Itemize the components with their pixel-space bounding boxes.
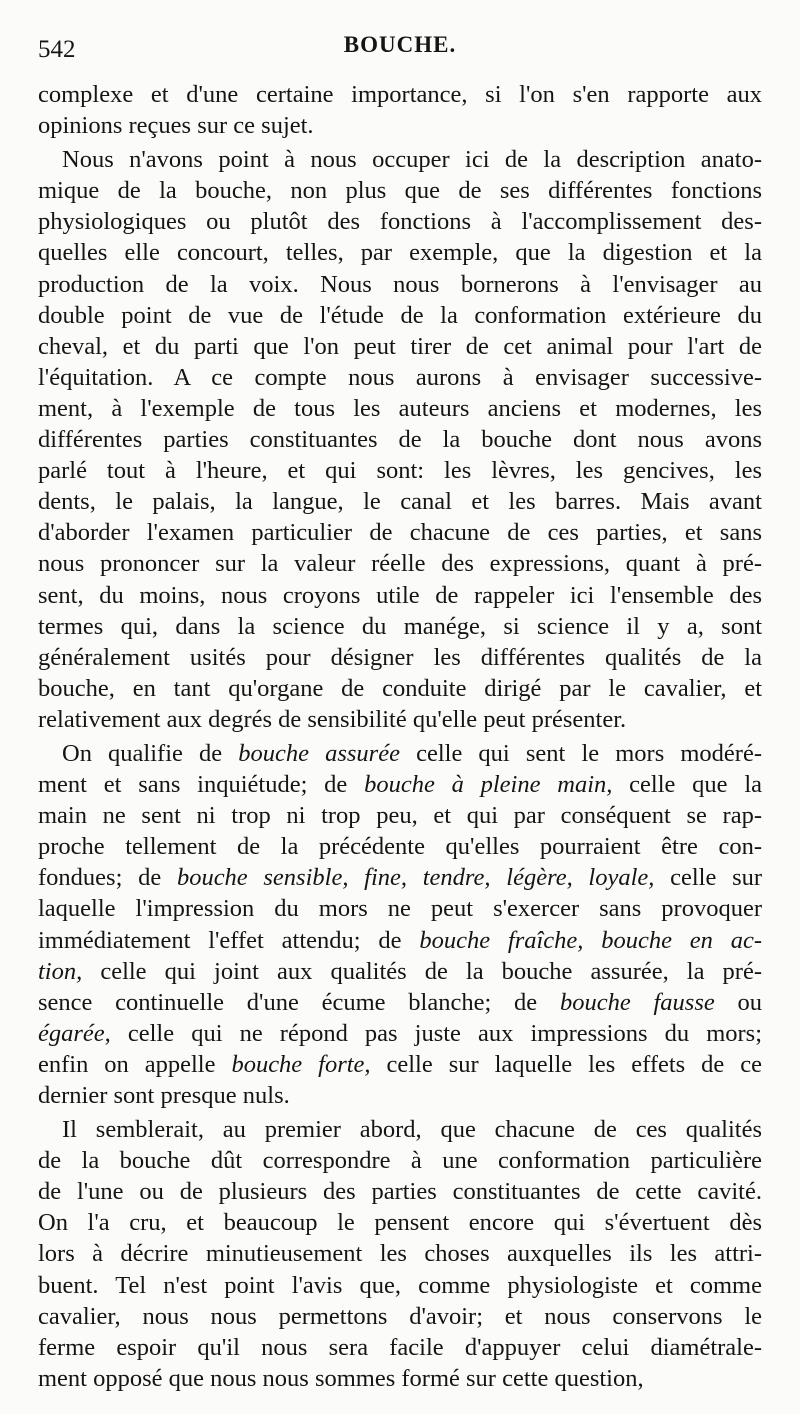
text-run: production de la voix. Nous nous bornerons à l'envisager au xyxy=(38,270,762,298)
italic-text: tion, xyxy=(38,957,83,985)
text-line xyxy=(38,331,762,362)
italic-text: égarée, xyxy=(38,1019,111,1047)
text-run: relativement aux degrés de sensibilité qu'elle peut présenter. xyxy=(38,705,627,733)
text-line xyxy=(38,862,762,893)
text-line xyxy=(38,206,762,237)
text-line xyxy=(38,1332,762,1363)
text-run: opinions reçues sur ce sujet. xyxy=(38,112,314,140)
text-line xyxy=(38,110,762,141)
text-run: d'aborder l'examen particulier de chacune de ces parties, et sans xyxy=(38,519,762,547)
text-run: parlé tout à l'heure, et qui sont: les lèvres, les gencives, les xyxy=(38,457,762,485)
text-run: enfin on appelle xyxy=(38,1050,232,1078)
text-run: dents, le palais, la langue, le canal et les barres. Mais avant xyxy=(38,488,762,516)
italic-text: bouche forte, xyxy=(231,1050,371,1078)
text-run: lors à décrire minutieusement les choses auxquelles ils les attri- xyxy=(38,1240,762,1268)
text-run: On l'a cru, et beaucoup le pensent encore qui s'évertuent dès xyxy=(38,1209,762,1237)
text-line xyxy=(38,1238,762,1269)
paragraph xyxy=(38,79,762,141)
text-line xyxy=(38,79,762,110)
text-line xyxy=(38,486,762,517)
text-run: celle qui sent le mors modéré- xyxy=(399,739,762,767)
italic-text: bouche fausse xyxy=(559,988,715,1016)
text-line xyxy=(38,831,762,862)
paragraph xyxy=(38,144,762,735)
text-run: celle sur xyxy=(654,864,763,892)
text-line xyxy=(38,237,762,268)
text-line xyxy=(38,1207,762,1238)
text-line xyxy=(38,800,762,831)
text-run: On qualifie de xyxy=(62,739,239,767)
paragraph xyxy=(38,738,762,1111)
text-line xyxy=(38,517,762,548)
text-run: de la bouche dût correspondre à une conformation particulière xyxy=(38,1147,762,1175)
text-line xyxy=(38,1363,762,1394)
text-run: mique de la bouche, non plus que de ses différentes fonctions xyxy=(38,177,762,205)
text-run: celle qui ne répond pas juste aux impressions du mors; xyxy=(110,1019,762,1047)
text-line xyxy=(38,956,762,987)
text-run: complexe et d'une certaine importance, si l'on s'en rapporte aux xyxy=(38,81,762,108)
text-line xyxy=(38,1270,762,1301)
text-line xyxy=(38,1018,762,1049)
text-run: ment, à l'exemple de tous les auteurs anciens et modernes, les xyxy=(38,394,762,422)
text-run: généralement usités pour désigner les différentes qualités de la xyxy=(38,643,762,671)
text-line xyxy=(38,1176,762,1207)
text-run: ou xyxy=(714,988,763,1016)
page-number: 542 xyxy=(38,36,76,63)
text-line xyxy=(38,1049,762,1080)
text-line xyxy=(38,393,762,424)
text-run: cavalier, nous nous permettons d'avoir; et nous conservons le xyxy=(38,1302,762,1330)
text-run: l'équitation. A ce compte nous aurons à envisager successive- xyxy=(38,363,762,391)
paragraph xyxy=(38,1114,762,1394)
text-line xyxy=(38,175,762,206)
text-run: immédiatement l'effet attendu; de xyxy=(38,926,420,954)
text-line xyxy=(38,362,762,393)
text-run: ment opposé que nous nous sommes formé sur cette question, xyxy=(38,1364,644,1392)
text-run: celle que la xyxy=(612,771,762,799)
text-line xyxy=(38,455,762,486)
text-line xyxy=(38,925,762,956)
italic-text: bouche à pleine main, xyxy=(364,771,613,799)
italic-text: bouche fraîche, bouche en ac- xyxy=(419,926,762,954)
running-head: BOUCHE. xyxy=(343,32,457,57)
body-text xyxy=(38,79,762,1394)
text-line xyxy=(38,738,762,769)
text-run: proche tellement de la précédente qu'elles pourraient être con- xyxy=(38,833,762,861)
text-run: Nous n'avons point à nous occuper ici de la description anato- xyxy=(62,146,762,174)
text-line xyxy=(38,269,762,300)
text-line xyxy=(38,1301,762,1332)
text-run: quelles elle concourt, telles, par exemple, que la digestion et la xyxy=(38,239,762,267)
text-run: termes qui, dans la science du manége, si science il y a, sont xyxy=(38,612,762,640)
text-run: Il semblerait, au premier abord, que chacune de ces qualités xyxy=(62,1116,762,1144)
text-run: cheval, et du parti que l'on peut tirer de cet animal pour l'art de xyxy=(38,332,762,360)
text-run: ment et sans inquiétude; de xyxy=(38,771,365,799)
text-line xyxy=(38,769,762,800)
text-line xyxy=(38,1145,762,1176)
text-run: bouche, en tant qu'organe de conduite dirigé par le cavalier, et xyxy=(38,674,762,702)
text-run: nous prononcer sur la valeur réelle des expressions, quant à pré- xyxy=(38,550,762,578)
text-line xyxy=(38,144,762,175)
text-run: physiologiques ou plutôt des fonctions à l'accomplissement des- xyxy=(38,208,762,236)
text-run: main ne sent ni trop ni trop peu, et qui par conséquent se rap- xyxy=(38,802,762,830)
text-run: de l'une ou de plusieurs des parties constituantes de cette cavité. xyxy=(38,1178,762,1206)
text-line xyxy=(38,987,762,1018)
text-line xyxy=(38,1080,762,1111)
text-line xyxy=(38,642,762,673)
text-run: fondues; de xyxy=(38,864,177,892)
text-run: sent, du moins, nous croyons utile de rappeler ici l'ensemble des xyxy=(38,581,762,609)
italic-text: bouche assurée xyxy=(238,739,400,767)
text-line xyxy=(38,704,762,735)
text-run: ferme espoir qu'il nous sera facile d'appuyer celui diamétrale- xyxy=(38,1333,762,1361)
text-run: celle qui joint aux qualités de la bouche assurée, la pré- xyxy=(82,957,762,985)
text-line xyxy=(38,580,762,611)
text-run: sence continuelle d'une écume blanche; de xyxy=(38,988,560,1016)
text-run: double point de vue de l'étude de la conformation extérieure du xyxy=(38,301,762,329)
text-run: dernier sont presque nuls. xyxy=(38,1082,290,1109)
text-line xyxy=(38,611,762,642)
text-line xyxy=(38,1114,762,1145)
italic-text: bouche sensible, fine, tendre, légère, loyale, xyxy=(176,864,655,892)
text-line xyxy=(38,673,762,704)
text-run: buent. Tel n'est point l'avis que, comme physiologiste et comme xyxy=(38,1271,762,1299)
text-line xyxy=(38,893,762,924)
text-run: différentes parties constituantes de la bouche dont nous avons xyxy=(38,426,762,454)
text-run: celle sur laquelle les effets de ce xyxy=(370,1050,762,1078)
text-line xyxy=(38,548,762,579)
text-run: laquelle l'impression du mors ne peut s'exercer sans provoquer xyxy=(38,895,762,923)
text-line xyxy=(38,300,762,331)
page-header xyxy=(38,28,762,64)
text-line xyxy=(38,424,762,455)
